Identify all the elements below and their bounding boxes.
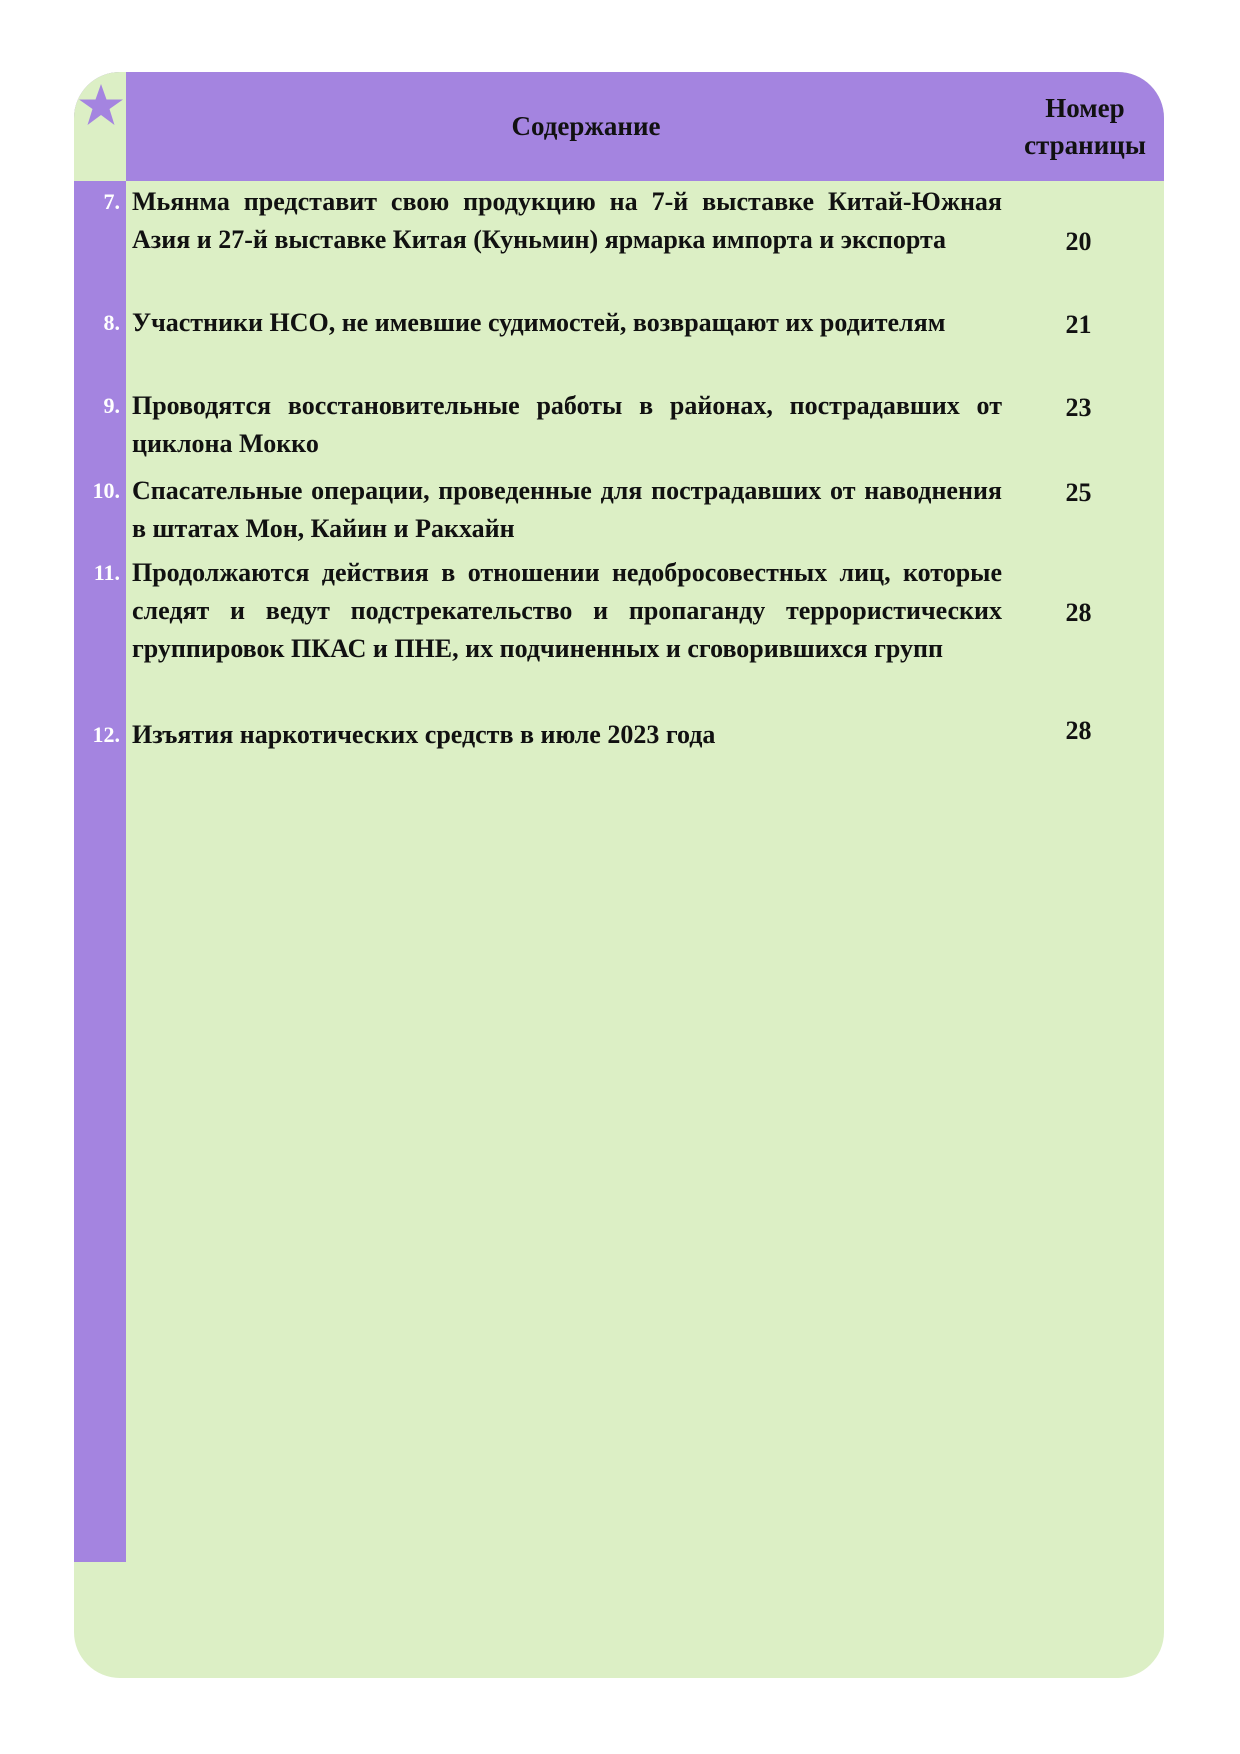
toc-entry-number: 10. bbox=[92, 478, 120, 503]
toc-entry-title[interactable]: Изъятия наркотических средств в июле 2023 года bbox=[132, 720, 716, 749]
toc-entry-number: 7. bbox=[103, 189, 120, 214]
toc-entry-page[interactable]: 28 bbox=[1065, 716, 1092, 745]
toc-entry-title[interactable]: Участники НСО, не имевшие судимостей, возвращают их родителям bbox=[132, 308, 946, 337]
toc-panel bbox=[74, 72, 1164, 1678]
header-page-line1: Номер bbox=[1045, 93, 1125, 124]
toc-entry-page[interactable]: 28 bbox=[1065, 598, 1092, 627]
star-cell bbox=[74, 72, 126, 181]
toc-entry-number: 9. bbox=[103, 393, 120, 418]
toc-entry-page[interactable]: 21 bbox=[1065, 310, 1092, 339]
side-strip bbox=[74, 72, 126, 1562]
header-page-column bbox=[1006, 72, 1164, 181]
star-icon bbox=[78, 82, 124, 128]
toc-entry-title[interactable]: Продолжаются действия в отношении недобросовестных лиц, которые следят и ведут подстрекательство и пропаганду террористических группировок ПКАС и ПНЕ, их подчиненных и сговорившихся групп bbox=[132, 558, 1002, 663]
toc-entry-page[interactable]: 20 bbox=[1065, 227, 1092, 256]
header-title: Содержание bbox=[511, 111, 661, 141]
toc-entry-title[interactable]: Проводятся восстановительные работы в районах, пострадавших от циклона Мокко bbox=[132, 391, 1002, 458]
toc-entry-number: 8. bbox=[103, 310, 120, 335]
toc-entry-title[interactable]: Мьянма представит свою продукцию на 7-й выставке Китай-Южная Азия и 27-й выставке Китая (Куньмин) ярмарка импорта и экспорта bbox=[132, 187, 1002, 254]
toc-entry-number: 12. bbox=[92, 722, 120, 747]
toc-entry-title[interactable]: Спасательные операции, проведенные для пострадавших от наводнения в штатах Мон, Кайин и Ракхайн bbox=[132, 476, 1002, 543]
toc-entry-page[interactable]: 25 bbox=[1065, 478, 1092, 507]
toc-entry-number: 11. bbox=[93, 560, 120, 585]
header-page-line2: страницы bbox=[1024, 129, 1146, 160]
toc-entry-page[interactable]: 23 bbox=[1065, 393, 1092, 422]
